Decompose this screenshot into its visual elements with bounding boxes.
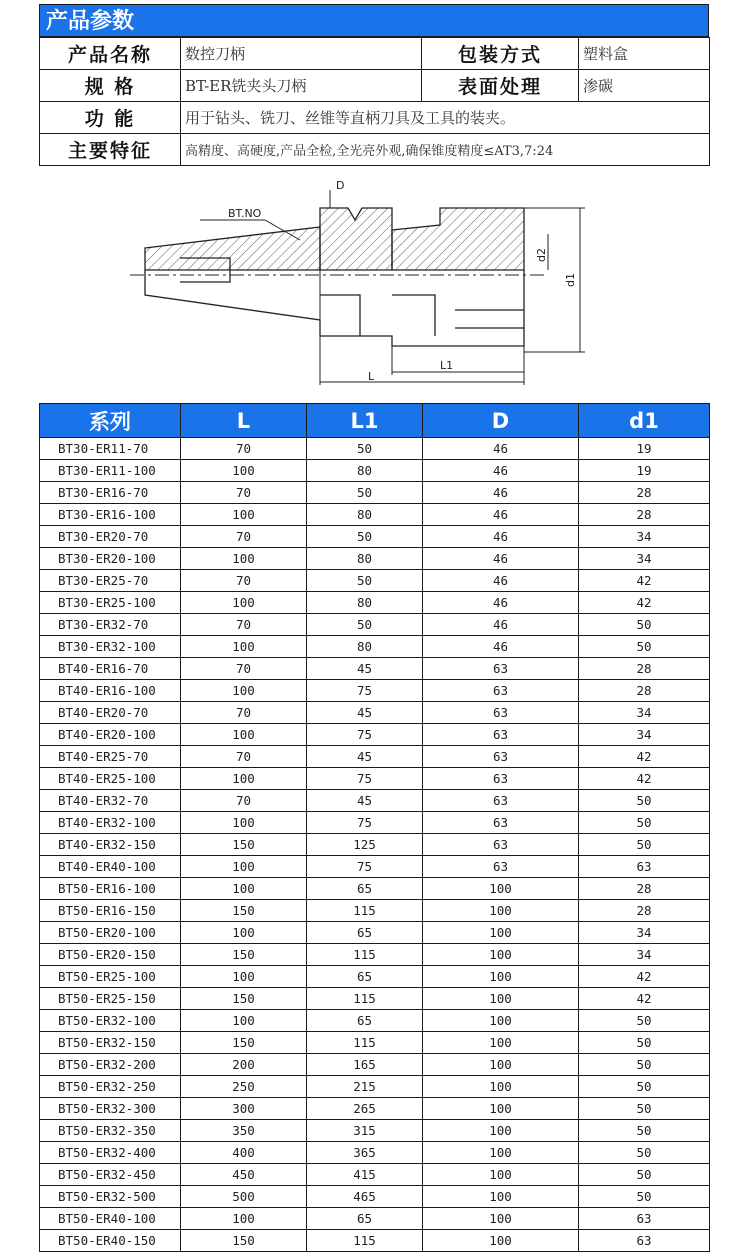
- table-row: [40, 900, 710, 922]
- cell-series: BT30-ER11-100: [40, 460, 181, 482]
- param-label: 功 能: [40, 102, 181, 134]
- cell-d: 100: [423, 1208, 579, 1230]
- cell-d: 100: [423, 878, 579, 900]
- cell-d: 100: [423, 1186, 579, 1208]
- cell-series: BT50-ER32-450: [40, 1164, 181, 1186]
- product-params-section: [39, 4, 709, 166]
- cell-l1: 65: [307, 878, 423, 900]
- cell-d: 63: [423, 746, 579, 768]
- cell-d1: 50: [579, 1120, 710, 1142]
- cell-series: BT40-ER16-100: [40, 680, 181, 702]
- cell-d: 46: [423, 592, 579, 614]
- cell-d: 100: [423, 1010, 579, 1032]
- cell-d1: 19: [579, 438, 710, 460]
- cell-series: BT40-ER25-70: [40, 746, 181, 768]
- table-row: [40, 658, 710, 680]
- cell-series: BT40-ER32-70: [40, 790, 181, 812]
- label-d2: d2: [535, 248, 548, 262]
- cell-d: 63: [423, 856, 579, 878]
- cell-d: 100: [423, 1120, 579, 1142]
- cell-d1: 34: [579, 724, 710, 746]
- cell-l1: 80: [307, 592, 423, 614]
- header-series: 系列: [40, 404, 181, 438]
- cell-l: 100: [181, 636, 307, 658]
- param-label: 表面处理: [422, 70, 579, 102]
- cell-d1: 50: [579, 812, 710, 834]
- cell-l: 70: [181, 526, 307, 548]
- cell-l1: 50: [307, 438, 423, 460]
- table-row: [40, 702, 710, 724]
- cell-d1: 50: [579, 1186, 710, 1208]
- param-label: 产品名称: [40, 38, 181, 70]
- cell-l: 300: [181, 1098, 307, 1120]
- cell-d1: 42: [579, 592, 710, 614]
- cell-d1: 34: [579, 922, 710, 944]
- params-row: [40, 38, 710, 70]
- cell-d: 63: [423, 812, 579, 834]
- cell-series: BT30-ER32-70: [40, 614, 181, 636]
- table-row: [40, 1120, 710, 1142]
- cell-d1: 50: [579, 1010, 710, 1032]
- cell-series: BT50-ER32-300: [40, 1098, 181, 1120]
- cell-l: 70: [181, 702, 307, 724]
- cell-l: 100: [181, 966, 307, 988]
- cell-series: BT40-ER20-70: [40, 702, 181, 724]
- cell-l: 150: [181, 944, 307, 966]
- param-label: 包装方式: [422, 38, 579, 70]
- cell-d1: 50: [579, 1164, 710, 1186]
- table-row: [40, 1054, 710, 1076]
- cell-l1: 45: [307, 658, 423, 680]
- cell-series: BT50-ER25-150: [40, 988, 181, 1010]
- cell-d1: 42: [579, 746, 710, 768]
- table-row: [40, 482, 710, 504]
- header-l: L: [181, 404, 307, 438]
- cell-l1: 65: [307, 1010, 423, 1032]
- holder-outline-lower: [145, 258, 524, 346]
- cell-series: BT30-ER20-70: [40, 526, 181, 548]
- cell-l: 100: [181, 922, 307, 944]
- cell-series: BT50-ER40-100: [40, 1208, 181, 1230]
- param-label: 主要特征: [40, 134, 181, 166]
- cell-d: 100: [423, 1164, 579, 1186]
- cell-series: BT50-ER20-150: [40, 944, 181, 966]
- table-row: [40, 878, 710, 900]
- param-value: 用于钻头、铣刀、丝锥等直柄刀具及工具的装夹。: [181, 102, 710, 134]
- cell-l: 100: [181, 460, 307, 482]
- cell-d1: 50: [579, 1098, 710, 1120]
- header-d1: d1: [579, 404, 710, 438]
- cell-d: 46: [423, 526, 579, 548]
- cell-series: BT30-ER25-100: [40, 592, 181, 614]
- param-label: 规 格: [40, 70, 181, 102]
- cell-d1: 50: [579, 614, 710, 636]
- cell-d: 63: [423, 790, 579, 812]
- cell-l1: 75: [307, 724, 423, 746]
- cell-d1: 19: [579, 460, 710, 482]
- param-value: 高精度、高硬度,产品全检,全光亮外观,确保锥度精度≤AT3,7:24: [181, 134, 710, 166]
- cell-d: 63: [423, 724, 579, 746]
- table-row: [40, 570, 710, 592]
- cell-d: 100: [423, 1098, 579, 1120]
- table-row: [40, 812, 710, 834]
- cell-series: BT50-ER32-100: [40, 1010, 181, 1032]
- cell-d1: 50: [579, 790, 710, 812]
- cell-l1: 45: [307, 746, 423, 768]
- cell-series: BT30-ER25-70: [40, 570, 181, 592]
- cell-l: 150: [181, 900, 307, 922]
- cell-d: 63: [423, 768, 579, 790]
- cell-d1: 50: [579, 1076, 710, 1098]
- cell-series: BT40-ER16-70: [40, 658, 181, 680]
- cell-d1: 34: [579, 548, 710, 570]
- param-value: 塑料盒: [579, 38, 710, 70]
- cell-l1: 115: [307, 944, 423, 966]
- cell-d: 100: [423, 1230, 579, 1252]
- table-row: [40, 548, 710, 570]
- spec-header-row: [40, 404, 710, 438]
- params-row: [40, 134, 710, 166]
- cell-d1: 42: [579, 966, 710, 988]
- cell-d: 63: [423, 834, 579, 856]
- cell-l1: 115: [307, 988, 423, 1010]
- cell-d1: 42: [579, 988, 710, 1010]
- cell-d: 46: [423, 548, 579, 570]
- table-row: [40, 1076, 710, 1098]
- cell-l: 450: [181, 1164, 307, 1186]
- cell-series: BT40-ER25-100: [40, 768, 181, 790]
- spec-table: [39, 403, 710, 1252]
- cell-l: 70: [181, 438, 307, 460]
- cell-l: 400: [181, 1142, 307, 1164]
- param-value: 渗碳: [579, 70, 710, 102]
- table-row: [40, 1010, 710, 1032]
- cell-l: 70: [181, 658, 307, 680]
- cell-l: 100: [181, 856, 307, 878]
- cell-l1: 65: [307, 966, 423, 988]
- cell-d: 100: [423, 1142, 579, 1164]
- table-row: [40, 636, 710, 658]
- cell-d1: 28: [579, 878, 710, 900]
- cell-l: 200: [181, 1054, 307, 1076]
- cell-d: 100: [423, 988, 579, 1010]
- cell-d1: 34: [579, 526, 710, 548]
- table-row: [40, 438, 710, 460]
- cell-l1: 75: [307, 768, 423, 790]
- table-row: [40, 592, 710, 614]
- cell-series: BT50-ER32-150: [40, 1032, 181, 1054]
- cell-l1: 50: [307, 482, 423, 504]
- cell-series: BT40-ER20-100: [40, 724, 181, 746]
- cell-l1: 75: [307, 812, 423, 834]
- cell-d1: 50: [579, 834, 710, 856]
- cell-series: BT40-ER32-150: [40, 834, 181, 856]
- table-row: [40, 680, 710, 702]
- cell-series: BT30-ER20-100: [40, 548, 181, 570]
- table-row: [40, 504, 710, 526]
- table-row: [40, 724, 710, 746]
- section-title: 产品参数: [39, 4, 709, 37]
- cell-l1: 415: [307, 1164, 423, 1186]
- cell-l1: 365: [307, 1142, 423, 1164]
- cell-series: BT50-ER25-100: [40, 966, 181, 988]
- cell-d: 46: [423, 570, 579, 592]
- cell-d: 100: [423, 944, 579, 966]
- table-row: [40, 790, 710, 812]
- cell-d: 63: [423, 702, 579, 724]
- table-row: [40, 834, 710, 856]
- cell-series: BT30-ER32-100: [40, 636, 181, 658]
- table-row: [40, 1186, 710, 1208]
- cell-l1: 65: [307, 1208, 423, 1230]
- table-row: [40, 1230, 710, 1252]
- cell-l1: 80: [307, 460, 423, 482]
- cell-l1: 45: [307, 790, 423, 812]
- cell-d1: 28: [579, 482, 710, 504]
- cell-d: 63: [423, 680, 579, 702]
- holder-body: [145, 208, 524, 270]
- cell-d: 46: [423, 438, 579, 460]
- cell-l: 150: [181, 988, 307, 1010]
- table-row: [40, 526, 710, 548]
- cell-l1: 215: [307, 1076, 423, 1098]
- param-value: BT-ER铣夹头刀柄: [181, 70, 422, 102]
- cell-l: 70: [181, 570, 307, 592]
- label-d1: d1: [564, 273, 577, 287]
- cell-d1: 34: [579, 944, 710, 966]
- cell-d1: 50: [579, 1032, 710, 1054]
- cell-l: 100: [181, 878, 307, 900]
- cell-l: 100: [181, 504, 307, 526]
- label-bt-no: BT.NO: [228, 207, 262, 220]
- tool-holder-drawing: [0, 170, 750, 402]
- cell-series: BT40-ER32-100: [40, 812, 181, 834]
- cell-d1: 50: [579, 1054, 710, 1076]
- cell-series: BT50-ER32-400: [40, 1142, 181, 1164]
- cell-l1: 465: [307, 1186, 423, 1208]
- cell-series: BT50-ER32-200: [40, 1054, 181, 1076]
- cell-series: BT40-ER40-100: [40, 856, 181, 878]
- cell-l: 100: [181, 812, 307, 834]
- table-row: [40, 922, 710, 944]
- label-d: D: [336, 179, 345, 192]
- params-row: [40, 70, 710, 102]
- cell-d1: 28: [579, 504, 710, 526]
- table-row: [40, 944, 710, 966]
- header-d: D: [423, 404, 579, 438]
- cell-d1: 28: [579, 900, 710, 922]
- params-table: [39, 37, 710, 166]
- table-row: [40, 966, 710, 988]
- header-l1: L1: [307, 404, 423, 438]
- cell-l: 150: [181, 1230, 307, 1252]
- cell-d: 46: [423, 460, 579, 482]
- cell-d1: 50: [579, 1142, 710, 1164]
- cell-l: 100: [181, 592, 307, 614]
- label-l: L: [368, 370, 375, 383]
- cell-l1: 80: [307, 548, 423, 570]
- cell-series: BT50-ER20-100: [40, 922, 181, 944]
- cell-d: 100: [423, 1054, 579, 1076]
- cell-l1: 45: [307, 702, 423, 724]
- cell-d: 46: [423, 614, 579, 636]
- cell-d1: 28: [579, 658, 710, 680]
- cell-l: 500: [181, 1186, 307, 1208]
- cell-d: 100: [423, 1076, 579, 1098]
- cell-d: 100: [423, 966, 579, 988]
- cell-l1: 80: [307, 636, 423, 658]
- cell-l1: 75: [307, 856, 423, 878]
- cell-l: 150: [181, 834, 307, 856]
- cell-series: BT50-ER16-100: [40, 878, 181, 900]
- cell-l1: 125: [307, 834, 423, 856]
- cell-l: 250: [181, 1076, 307, 1098]
- table-row: [40, 988, 710, 1010]
- cell-series: BT50-ER32-500: [40, 1186, 181, 1208]
- cell-l1: 265: [307, 1098, 423, 1120]
- cell-l1: 75: [307, 680, 423, 702]
- cell-l: 100: [181, 680, 307, 702]
- cell-l1: 115: [307, 900, 423, 922]
- table-row: [40, 1142, 710, 1164]
- cell-d: 100: [423, 922, 579, 944]
- param-value: 数控刀柄: [181, 38, 422, 70]
- cell-series: BT30-ER16-100: [40, 504, 181, 526]
- cell-series: BT50-ER32-250: [40, 1076, 181, 1098]
- cell-l1: 165: [307, 1054, 423, 1076]
- cell-l: 100: [181, 548, 307, 570]
- cell-d: 100: [423, 900, 579, 922]
- cell-d: 100: [423, 1032, 579, 1054]
- cell-d1: 63: [579, 1208, 710, 1230]
- cell-l: 70: [181, 790, 307, 812]
- table-row: [40, 768, 710, 790]
- cell-series: BT50-ER32-350: [40, 1120, 181, 1142]
- cell-l1: 50: [307, 570, 423, 592]
- cell-d1: 34: [579, 702, 710, 724]
- table-row: [40, 1098, 710, 1120]
- cell-l1: 50: [307, 526, 423, 548]
- cell-l1: 65: [307, 922, 423, 944]
- table-row: [40, 746, 710, 768]
- cell-l: 70: [181, 746, 307, 768]
- cell-l1: 315: [307, 1120, 423, 1142]
- cell-l1: 115: [307, 1032, 423, 1054]
- cell-l: 70: [181, 482, 307, 504]
- table-row: [40, 856, 710, 878]
- table-row: [40, 1208, 710, 1230]
- cell-l: 100: [181, 724, 307, 746]
- cell-series: BT50-ER40-150: [40, 1230, 181, 1252]
- cell-l: 100: [181, 1208, 307, 1230]
- table-row: [40, 614, 710, 636]
- cell-d1: 42: [579, 570, 710, 592]
- cell-l1: 115: [307, 1230, 423, 1252]
- cell-d1: 63: [579, 1230, 710, 1252]
- cell-series: BT50-ER16-150: [40, 900, 181, 922]
- cell-d1: 63: [579, 856, 710, 878]
- cell-d: 63: [423, 658, 579, 680]
- cell-d1: 28: [579, 680, 710, 702]
- cell-series: BT30-ER11-70: [40, 438, 181, 460]
- cell-l: 100: [181, 1010, 307, 1032]
- cell-d: 46: [423, 636, 579, 658]
- cell-l: 100: [181, 768, 307, 790]
- cell-l: 70: [181, 614, 307, 636]
- cell-l: 150: [181, 1032, 307, 1054]
- cell-l: 350: [181, 1120, 307, 1142]
- cell-l1: 80: [307, 504, 423, 526]
- spec-body: [40, 438, 710, 1252]
- cell-d: 46: [423, 482, 579, 504]
- table-row: [40, 1164, 710, 1186]
- cell-d1: 42: [579, 768, 710, 790]
- cell-l1: 50: [307, 614, 423, 636]
- params-row: [40, 102, 710, 134]
- table-row: [40, 460, 710, 482]
- cell-d: 46: [423, 504, 579, 526]
- cell-d1: 50: [579, 636, 710, 658]
- table-row: [40, 1032, 710, 1054]
- label-l1: L1: [440, 359, 454, 372]
- cell-series: BT30-ER16-70: [40, 482, 181, 504]
